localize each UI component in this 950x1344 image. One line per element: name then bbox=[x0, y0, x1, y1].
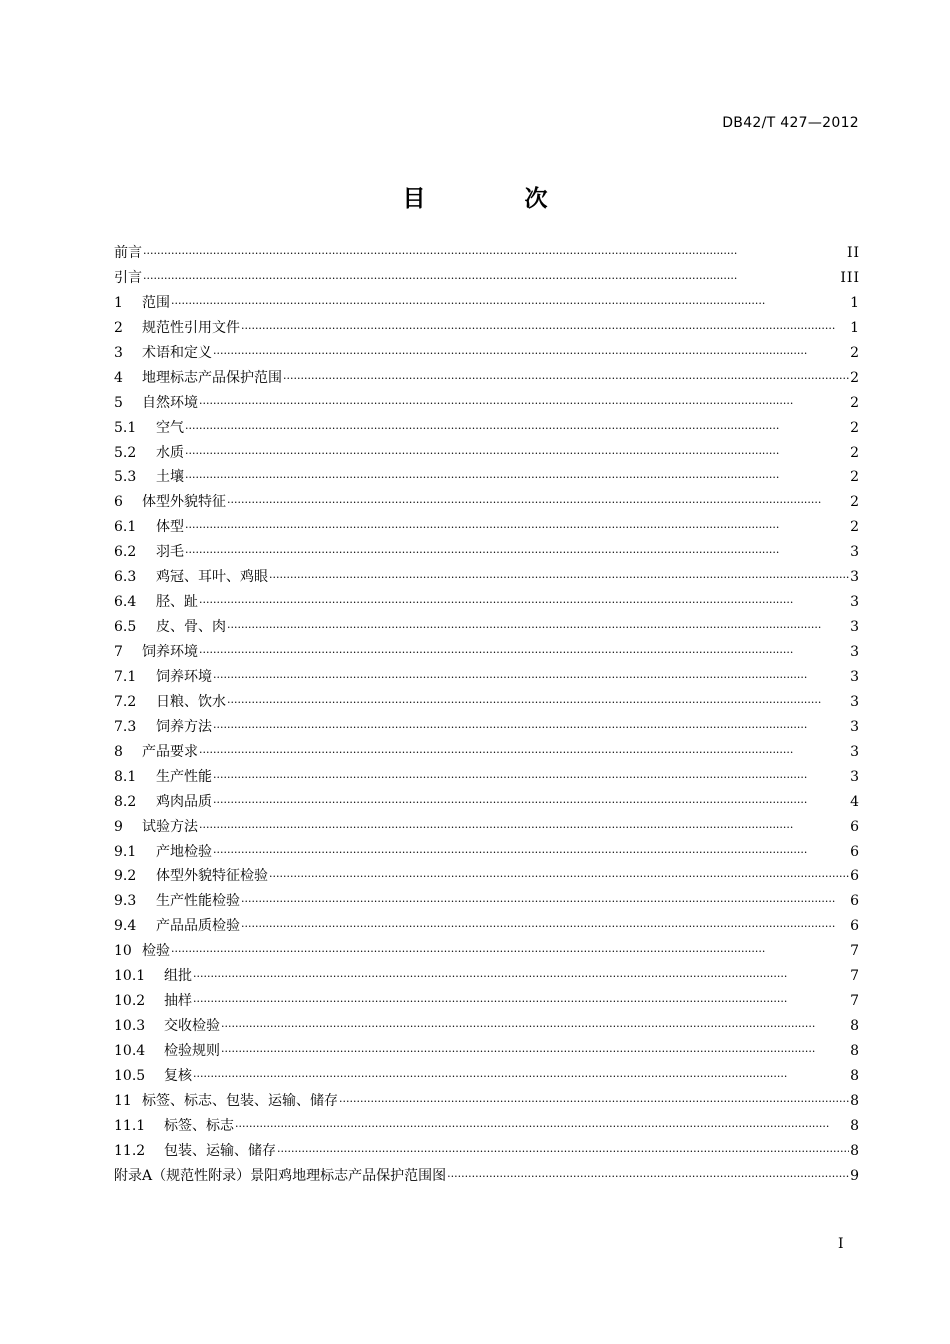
toc-entry-page: 2 bbox=[850, 469, 860, 486]
toc-entry[interactable] bbox=[114, 765, 860, 790]
toc-entry-page: 6 bbox=[850, 918, 860, 935]
toc-entry-page: 8 bbox=[850, 1142, 860, 1159]
toc-entry-number: 6.2 bbox=[114, 544, 137, 561]
toc-entry-number: 2 bbox=[114, 319, 123, 336]
toc-entry-label bbox=[114, 765, 212, 790]
toc-entry-number: 11 bbox=[114, 1092, 132, 1109]
toc-entry[interactable] bbox=[114, 1014, 860, 1039]
toc-entry-label bbox=[114, 914, 240, 939]
toc-entry-number: 4 bbox=[114, 369, 123, 386]
toc-entry[interactable] bbox=[114, 241, 860, 266]
toc-entry-number: 5 bbox=[114, 394, 123, 411]
toc-entry-page: 3 bbox=[850, 619, 860, 636]
toc-entry-number: 7.2 bbox=[114, 693, 137, 710]
toc-entry-text: 引言 bbox=[114, 269, 142, 286]
toc-entry-text: 生产性能检验 bbox=[156, 893, 240, 910]
toc-entry[interactable] bbox=[114, 366, 860, 391]
toc-entry-page: 2 bbox=[850, 369, 860, 386]
toc-entry[interactable] bbox=[114, 341, 860, 366]
toc-leader-dots bbox=[241, 914, 849, 940]
toc-entry[interactable] bbox=[114, 441, 860, 466]
toc-entry-label bbox=[114, 490, 226, 515]
toc-entry[interactable] bbox=[114, 316, 860, 341]
toc-entry-label bbox=[114, 864, 268, 889]
toc-entry-page: 3 bbox=[850, 743, 860, 760]
toc-entry-number: 5.3 bbox=[114, 469, 137, 486]
toc-entry-page: 3 bbox=[850, 644, 860, 660]
toc-entry-text: 标签、标志、包装、运输、储存 bbox=[142, 1092, 338, 1109]
toc-entry[interactable] bbox=[114, 465, 860, 490]
toc-entry-page: 2 bbox=[850, 419, 860, 436]
toc-entry-label bbox=[114, 540, 184, 565]
toc-entry-text: 标签、标志 bbox=[164, 1117, 234, 1134]
toc-entry-label bbox=[114, 840, 212, 865]
toc-entry-page: 3 bbox=[850, 569, 860, 586]
toc-entry-text: 包装、运输、储存 bbox=[164, 1142, 276, 1159]
toc-entry[interactable] bbox=[114, 1089, 860, 1114]
toc-entry-number: 6 bbox=[114, 494, 123, 511]
toc-entry-page: 8 bbox=[850, 1092, 860, 1109]
toc-entry-number: 10 bbox=[114, 943, 132, 960]
toc-leader-dots bbox=[199, 815, 849, 841]
toc-entry[interactable] bbox=[114, 416, 860, 441]
toc-entry[interactable] bbox=[114, 1114, 860, 1139]
toc-entry-number: 3 bbox=[114, 344, 123, 361]
toc-leader-dots bbox=[193, 964, 849, 990]
toc-entry[interactable] bbox=[114, 590, 860, 615]
toc-leader-dots bbox=[193, 1064, 849, 1090]
toc-leader-dots bbox=[221, 1014, 849, 1040]
toc-entry-text: 空气 bbox=[156, 419, 184, 436]
toc-leader-dots bbox=[213, 665, 849, 691]
toc-entry[interactable] bbox=[114, 939, 860, 964]
toc-entry-text: 试验方法 bbox=[142, 818, 198, 835]
toc-entry-number: 5.1 bbox=[114, 419, 137, 436]
toc-leader-dots bbox=[277, 1139, 849, 1165]
toc-leader-dots bbox=[185, 540, 849, 566]
toc-leader-dots bbox=[241, 316, 849, 342]
toc-entry[interactable] bbox=[114, 889, 860, 914]
toc-leader-dots bbox=[185, 465, 849, 491]
toc-entry[interactable] bbox=[114, 840, 860, 865]
toc-entry-text: 术语和定义 bbox=[142, 344, 212, 361]
table-of-contents bbox=[114, 241, 860, 1189]
toc-entry-page: 3 bbox=[850, 594, 860, 611]
toc-entry-text: 饲养环境 bbox=[142, 644, 198, 660]
toc-leader-dots bbox=[447, 1164, 849, 1190]
toc-entry[interactable] bbox=[114, 615, 860, 640]
toc-leader-dots bbox=[185, 441, 849, 467]
toc-entry-page: 3 bbox=[850, 768, 860, 785]
toc-leader-dots bbox=[339, 1089, 849, 1115]
toc-entry-text: 鸡冠、耳叶、鸡眼 bbox=[156, 569, 268, 586]
toc-entry-label bbox=[114, 341, 212, 366]
toc-entry-number: 7.1 bbox=[114, 668, 137, 685]
toc-entry-number: 1 bbox=[114, 294, 123, 311]
toc-entry-number: 6.4 bbox=[114, 594, 137, 611]
toc-entry-label bbox=[114, 515, 184, 540]
toc-entry-text: 体型 bbox=[156, 519, 184, 536]
toc-leader-dots bbox=[283, 366, 849, 392]
toc-entry[interactable] bbox=[114, 640, 860, 665]
toc-entry[interactable] bbox=[114, 1064, 860, 1089]
toc-entry[interactable] bbox=[114, 815, 860, 840]
toc-entry-number: 6.5 bbox=[114, 619, 137, 636]
toc-entry[interactable] bbox=[114, 565, 860, 590]
toc-entry-label bbox=[114, 989, 192, 1014]
toc-entry[interactable] bbox=[114, 266, 860, 291]
toc-entry-number: 8.1 bbox=[114, 768, 137, 785]
toc-entry-text: 地理标志产品保护范围 bbox=[142, 369, 282, 386]
toc-entry-number: 7.3 bbox=[114, 718, 137, 735]
toc-leader-dots bbox=[199, 740, 849, 766]
toc-entry-label bbox=[114, 889, 240, 914]
toc-entry-page: 3 bbox=[850, 718, 860, 735]
toc-leader-dots bbox=[171, 939, 849, 965]
toc-entry-number: 10.2 bbox=[114, 993, 146, 1010]
toc-entry-page: 9 bbox=[850, 1167, 860, 1184]
toc-entry-page: 3 bbox=[850, 668, 860, 685]
toc-entry[interactable] bbox=[114, 1139, 860, 1164]
toc-leader-dots bbox=[269, 864, 849, 890]
toc-entry-page: 4 bbox=[850, 793, 860, 810]
toc-entry-page: 8 bbox=[850, 1117, 860, 1134]
toc-entry-label bbox=[114, 790, 212, 815]
toc-entry-number: 9.1 bbox=[114, 843, 137, 860]
toc-entry-label bbox=[114, 939, 170, 964]
toc-entry-text: 鸡肉品质 bbox=[156, 793, 212, 810]
toc-entry-number: 10.5 bbox=[114, 1067, 146, 1084]
toc-entry-label bbox=[114, 590, 198, 615]
toc-entry-text: 生产性能 bbox=[156, 768, 212, 785]
toc-leader-dots bbox=[213, 840, 849, 866]
toc-entry-text: 产品品质检验 bbox=[156, 918, 240, 935]
toc-leader-dots bbox=[221, 1039, 849, 1065]
toc-entry-label bbox=[114, 416, 184, 441]
toc-entry-text: 范围 bbox=[142, 294, 170, 311]
toc-entry-label bbox=[114, 815, 198, 840]
toc-entry-number: 5.2 bbox=[114, 444, 137, 461]
toc-entry-label bbox=[114, 316, 240, 341]
toc-entry-number: 8 bbox=[114, 743, 123, 760]
standard-code: DB42/T 427—2012 bbox=[722, 115, 859, 131]
toc-entry-page: II bbox=[846, 245, 860, 261]
toc-entry-text: 饲养方法 bbox=[156, 718, 212, 735]
toc-leader-dots bbox=[213, 715, 849, 741]
toc-entry-number: 9.4 bbox=[114, 918, 137, 935]
toc-entry-text: 皮、骨、肉 bbox=[156, 619, 226, 636]
toc-entry-page: 6 bbox=[850, 818, 860, 835]
toc-entry-label bbox=[114, 964, 192, 989]
toc-entry-number: 10.1 bbox=[114, 968, 146, 985]
toc-entry-text: 产地检验 bbox=[156, 843, 212, 860]
toc-entry-page: 8 bbox=[850, 1067, 860, 1084]
toc-entry[interactable] bbox=[114, 715, 860, 740]
toc-entry-text: 组批 bbox=[164, 968, 192, 985]
toc-entry-text: 产品要求 bbox=[142, 743, 198, 760]
toc-entry-text: 体型外貌特征 bbox=[142, 494, 226, 511]
toc-leader-dots bbox=[269, 565, 849, 591]
toc-entry-page: 1 bbox=[850, 319, 860, 336]
toc-entry-text: 水质 bbox=[156, 444, 184, 461]
toc-entry-page: 2 bbox=[850, 519, 860, 536]
toc-entry-label bbox=[114, 241, 142, 266]
toc-leader-dots bbox=[143, 266, 839, 292]
toc-entry-label bbox=[114, 740, 198, 765]
toc-entry-number: 9.2 bbox=[114, 868, 137, 885]
toc-entry-page: 7 bbox=[850, 993, 860, 1010]
toc-entry[interactable] bbox=[114, 665, 860, 690]
toc-leader-dots bbox=[185, 515, 849, 541]
toc-entry-number: 6.1 bbox=[114, 519, 137, 536]
toc-entry-label bbox=[114, 1164, 446, 1189]
toc-entry-number: 7 bbox=[114, 644, 123, 660]
toc-entry-text: 羽毛 bbox=[156, 544, 184, 561]
toc-entry-label bbox=[114, 366, 282, 391]
toc-leader-dots bbox=[227, 615, 849, 641]
toc-entry-text: 日粮、饮水 bbox=[156, 693, 226, 710]
toc-entry-number: 6.3 bbox=[114, 569, 137, 586]
toc-leader-dots bbox=[227, 690, 849, 716]
toc-entry-label bbox=[114, 1014, 220, 1039]
toc-entry-text: 附录A（规范性附录）景阳鸡地理标志产品保护范围图 bbox=[114, 1167, 447, 1184]
toc-leader-dots bbox=[193, 989, 849, 1015]
toc-entry-label bbox=[114, 615, 226, 640]
toc-entry-label bbox=[114, 1139, 276, 1164]
toc-entry-number: 9 bbox=[114, 818, 123, 835]
toc-entry-label bbox=[114, 665, 212, 690]
toc-entry-label bbox=[114, 291, 170, 316]
toc-entry-label bbox=[114, 441, 184, 466]
toc-entry[interactable] bbox=[114, 540, 860, 565]
toc-entry-page: 8 bbox=[850, 1018, 860, 1035]
toc-entry[interactable] bbox=[114, 740, 860, 765]
toc-entry[interactable] bbox=[114, 790, 860, 815]
toc-leader-dots bbox=[213, 790, 849, 816]
toc-entry-label bbox=[114, 565, 268, 590]
toc-entry-label bbox=[114, 1039, 220, 1064]
toc-entry-label bbox=[114, 1089, 338, 1114]
toc-entry-page: III bbox=[840, 269, 860, 286]
toc-entry-label bbox=[114, 391, 198, 416]
toc-entry-page: 6 bbox=[850, 868, 860, 885]
toc-entry-label bbox=[114, 640, 198, 665]
toc-entry-number: 11.2 bbox=[114, 1142, 146, 1159]
toc-entry-page: 6 bbox=[850, 843, 860, 860]
toc-entry-text: 复核 bbox=[164, 1067, 192, 1084]
toc-entry-page: 7 bbox=[850, 943, 860, 960]
toc-entry-label bbox=[114, 690, 226, 715]
toc-entry[interactable] bbox=[114, 391, 860, 416]
toc-entry-text: 检验规则 bbox=[164, 1043, 220, 1059]
toc-entry-page: 2 bbox=[850, 394, 860, 411]
toc-leader-dots bbox=[199, 640, 849, 666]
toc-entry-text: 交收检验 bbox=[164, 1018, 220, 1035]
toc-entry-text: 前言 bbox=[114, 245, 142, 261]
toc-entry-text: 检验 bbox=[142, 943, 170, 960]
toc-entry[interactable] bbox=[114, 1039, 860, 1064]
page-number: I bbox=[838, 1236, 844, 1252]
toc-entry[interactable] bbox=[114, 690, 860, 715]
toc-entry-number: 8.2 bbox=[114, 793, 137, 810]
toc-leader-dots bbox=[199, 391, 849, 417]
toc-entry-text: 体型外貌特征检验 bbox=[156, 868, 268, 885]
toc-entry-number: 10.4 bbox=[114, 1043, 146, 1059]
toc-leader-dots bbox=[185, 416, 849, 442]
toc-entry-page: 6 bbox=[850, 893, 860, 910]
toc-entry[interactable] bbox=[114, 914, 860, 939]
toc-entry[interactable] bbox=[114, 964, 860, 989]
toc-entry-label bbox=[114, 1064, 192, 1089]
toc-entry-text: 饲养环境 bbox=[156, 668, 212, 685]
toc-entry[interactable] bbox=[114, 864, 860, 889]
toc-entry-text: 自然环境 bbox=[142, 394, 198, 411]
toc-entry-number: 9.3 bbox=[114, 893, 137, 910]
toc-entry-page: 3 bbox=[850, 693, 860, 710]
toc-entry-page: 2 bbox=[850, 444, 860, 461]
toc-entry-label bbox=[114, 465, 184, 490]
toc-leader-dots bbox=[241, 889, 849, 915]
toc-entry-text: 胫、趾 bbox=[156, 594, 198, 611]
toc-entry-label bbox=[114, 266, 142, 291]
toc-entry[interactable] bbox=[114, 490, 860, 515]
toc-leader-dots bbox=[143, 241, 846, 267]
toc-entry-page: 1 bbox=[850, 294, 860, 311]
toc-entry-text: 土壤 bbox=[156, 469, 184, 486]
toc-leader-dots bbox=[171, 291, 849, 317]
toc-leader-dots bbox=[213, 341, 849, 367]
toc-entry-text: 抽样 bbox=[164, 993, 192, 1010]
toc-entry-page: 3 bbox=[850, 544, 860, 561]
toc-leader-dots bbox=[227, 490, 849, 516]
toc-leader-dots bbox=[235, 1114, 849, 1140]
toc-entry[interactable] bbox=[114, 515, 860, 540]
toc-entry-text: 规范性引用文件 bbox=[142, 319, 240, 336]
toc-entry[interactable] bbox=[114, 1164, 860, 1189]
toc-entry-page: 2 bbox=[850, 344, 860, 361]
toc-entry-page: 7 bbox=[850, 968, 860, 985]
toc-entry-number: 11.1 bbox=[114, 1117, 146, 1134]
toc-entry[interactable] bbox=[114, 291, 860, 316]
toc-entry-number: 10.3 bbox=[114, 1018, 146, 1035]
page-title: 目 次 bbox=[402, 186, 586, 212]
toc-entry[interactable] bbox=[114, 989, 860, 1014]
toc-entry-label bbox=[114, 715, 212, 740]
toc-entry-label bbox=[114, 1114, 234, 1139]
toc-entry-page: 2 bbox=[850, 494, 860, 511]
toc-leader-dots bbox=[213, 765, 849, 791]
toc-entry-page: 8 bbox=[850, 1043, 860, 1059]
toc-leader-dots bbox=[199, 590, 849, 616]
